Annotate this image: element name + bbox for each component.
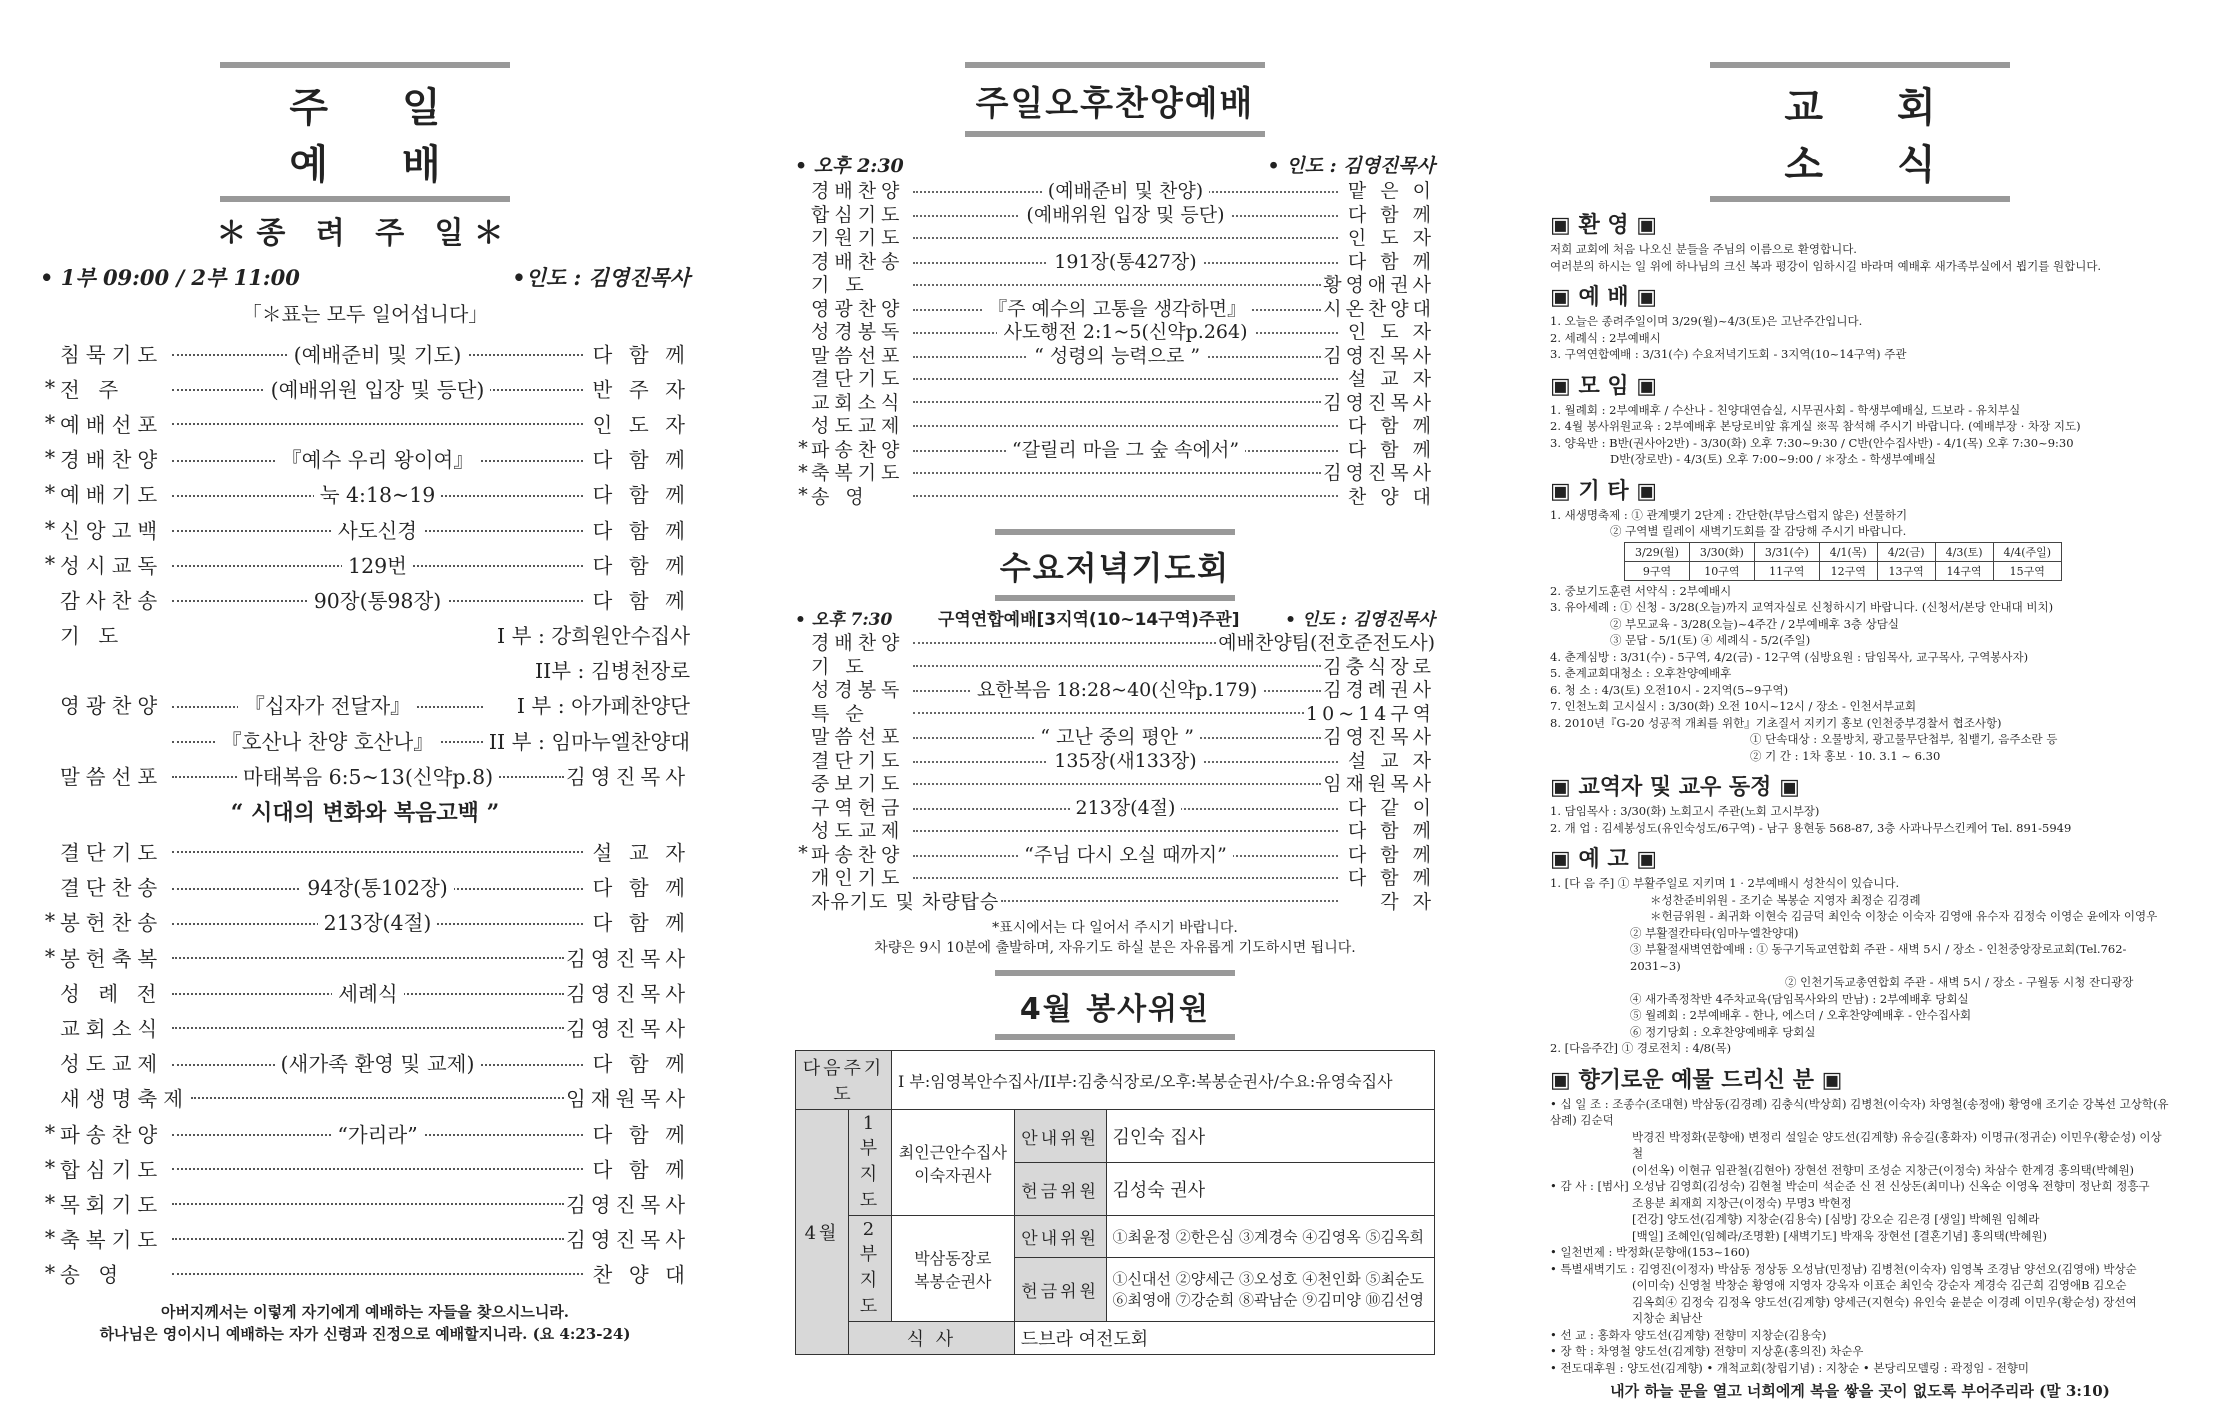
order-leader: 김영진목사: [1323, 462, 1435, 485]
standing-mark: *: [44, 944, 56, 969]
standing-mark: *: [798, 437, 808, 460]
order-label: 기 도: [811, 655, 869, 678]
standing-mark: *: [798, 460, 808, 483]
sunday-title-box: [220, 62, 510, 202]
order-label: 예배기도: [60, 483, 164, 508]
order-label: 송 영: [811, 485, 869, 508]
standing-mark: *: [44, 410, 56, 435]
relay-zone: 14구역: [1935, 561, 1993, 580]
news-title-box: [1710, 62, 2010, 202]
order-row: [40, 939, 690, 974]
sunday-title: 주 일 예 배: [289, 85, 471, 188]
order-row: 기 도 I 부 : 강희원안수집사: [60, 624, 690, 649]
order-label: 결단기도: [60, 841, 164, 866]
order-label: 목회기도: [60, 1192, 164, 1217]
order-label: 감사찬송: [60, 588, 164, 613]
order-content: “ 성령의 능력으로 ”: [911, 341, 1323, 368]
order-row: [40, 1080, 690, 1115]
order-label: 교회소식: [811, 391, 905, 414]
order-row: [795, 413, 1435, 437]
standing-mark: *: [798, 484, 808, 507]
order-leader: 다 함 께: [1347, 250, 1435, 273]
order-row: [40, 869, 690, 904]
order-content: 191장(통427장): [911, 247, 1340, 274]
order-row: [795, 437, 1435, 461]
order-label: 성도교제: [60, 1052, 164, 1077]
sunday-order-2: [40, 833, 690, 1290]
order-leader: 인 도 자: [592, 412, 690, 437]
order-row: [795, 178, 1435, 202]
order-label: 파송찬양: [811, 843, 905, 866]
order-label: 축복기도: [811, 462, 905, 485]
order-row: [795, 630, 1435, 654]
order-content: 세례식: [170, 977, 566, 1007]
wednesday-title-box: [995, 529, 1235, 601]
order-label: 파송찬양: [811, 438, 905, 461]
order-content: 213장(4절): [170, 906, 585, 936]
order-row: [40, 1150, 690, 1185]
order-label: 결단찬송: [60, 876, 164, 901]
order-leader: 각 자: [1380, 890, 1435, 913]
order-label: 성시교독: [60, 553, 164, 578]
order-row: [40, 370, 690, 405]
standing-mark: *: [44, 446, 56, 471]
afternoon-title-box: [965, 62, 1265, 137]
order-leader: 다 함 께: [592, 553, 690, 578]
order-label: 기원기도: [811, 227, 905, 250]
relay-zone: 13구역: [1877, 561, 1935, 580]
etc-heading: ▣ 기 타 ▣: [1550, 478, 1658, 504]
order-row: [795, 460, 1435, 484]
order-content: 213장(4절): [911, 793, 1340, 820]
order-label: 성경봉독: [811, 679, 905, 702]
order-row: 말씀선포 마태복음 6:5~13(신약p.8) 김영진목사: [40, 757, 690, 792]
order-row: [40, 1045, 690, 1080]
meeting-heading: ▣ 모 임 ▣: [1550, 373, 1658, 399]
order-row: [795, 724, 1435, 748]
news-column: 교 회 소 식 ▣ 환 영 ▣ 저희 교회에 처음 나오신 분들을 주님의 이름으로 환영합니다. 여러분의 하시는 일 위에 하나님의 크신 복과 평강이 임하시길 바라며 예배후 새가족부실에서 뵙기를 원합니다. ▣ 예 배 ▣ 1. 오늘은 종려주일이며 3/29(월)~4/3(토)은 고난주간입니다. 2. 세례식 : 2부예배시 3. 구역연합예배 : 3/31(수) 수요저녁기도회 - 3지역(10~14구역) 주관 ▣ 모 임 ▣ 1. 월례회 : 2부예배후 / 수산나 - 친양대연습실, 시무권사회 - 학생부예배실, 드보라 - 유치부실 2. 4월 봉사위원교육 : 2부예배후 본당로비앞 휴게실 ※꼭 참석해 주시기 바랍니다. (예배부장 · 차장 지도) 3. 양육반 : B반(권사아2반) - 3/30(화) 오후 7:30~9:30 / C반(안수집사반) - 4/1(목) 오후 7:30~9:30 D반(장로반) - 4/3(토) 오후 7:00~9:00 / ＊장소 - 학생부예배실 ▣ 기 타 ▣ 1. 새생명축제 : ① 관계맺기 2단계 : 간단한(부담스럽지 않은) 선물하기 ② 구역별 릴레이 새벽기도회를 잘 감당해 주시기 바랍니다. 3/29(월) 3/30(화) 3/31(수) 4/1(목) 4/2(금) 4/3(토) 4/4(주일) 9구역 10구역 11구역 12구역 13구역 14구역 15구역 2. 중보기도훈련 서약식 : 2부예배시 3. 유아세례 : ① 신청 - 3/28(오늘)까지 교역자실로 신청하시기 바랍니다. (신청서/본당 안내대 비치) ② 부모교육 - 3/28(오늘)~4주간 / 2부예배후 3층 상담실 ③ 문답 - 5/1(토) ④ 세례식 - 5/2(주일) 4. 춘계심방 : 3/31(수) - 5구역, 4/2(금) - 12구역 (심방요원 : 담임목사, 교구목사, 구역봉사자) 5. 춘계교회대청소 : 오후찬양예배후 6. 청 소 : 4/3(토) 오전10시 - 2지역(5~9구역) 7. 인천노회 고시실시 : 3/30(화) 오전 10시~12시 / 장소 - 인천서부교회 8. 2010년『G-20 성공적 개최를 위한』기초질서 지키기 홍보 (인천중부경찰서 협조사항) ① 단속대상 : 오물방치, 광고물무단첩부, 침뱉기, 음주소란 등 ② 기 간 : 1차 홍보 · 10. 3.1 ~ 6.30 ▣ 교역자 및 교우 동정 ▣ 1. 담임목사 : 3/30(화) 노회고시 주관(노회 고시부장) 2. 개 업 : 김세봉성도(유인숙성도/6구역) - 남구 용현동 568-87, 3층 사과나무스킨케어 Tel. 891-5949 ▣ 예 고 ▣ 1. [다 음 주] ① 부활주일로 지키며 1 · 2부예배시 성찬식이 있습니다. ＊성찬준비위원 - 조기순 복봉순 지영자 최정순 김경례 ＊헌금위원 - 최귀화 이현숙 김금덕 최인숙 이창순 이숙자 김영애 유수자 김정숙 이영순 윤에자 이영우 ② 부활절칸타타(임마누엘찬양대) ③ 부활절새벽연합예배 : ① 동구기독교연합회 주관 - 새벽 5시 / 장소 - 인천중앙장로교회(Tel.762-2031~3) ② 인천기독교총연합회 주관 - 새벽 5시 / 장소 - 구월동 시청 잔디광장 ④ 새가족정착반 4주차교육(담임목사와의 만남) : 2부예배후 당회실 ⑤ 월례회 : 2부예배후 - 한나, 에스더 / 오후찬양예배후 - 안수집사회 ⑥ 정기당회 : 오후찬양예배후 당회실 2. [다음주간] ① 경로전치 : 4/8(목) ▣ 향기로운 예물 드리신 분 ▣ • 십 일 조 : 조종수(조대현) 박삼동(김경례) 김충식(박상희) 김병천(이숙자) 차영철(송정애) 황영애 조기순 강복선 고상학(유삼례) 김순덕 박경진 박정화(문향애) 변정리 설일순 양도선(김계향) 유승길(홍화자) 이명규(정귀순) 이민우(황순성) 이상철 (이선옥) 이현규 임관철(김현아) 장현선 전향미 조성순 지창근(이정숙) 차삼수 한계경 홍의택(박혜원) • 감 사 : [범사] 오성남 김영희(김성숙) 김현철 박순미 석순준 신 전 신상돈(최미나) 신옥순 이영옥 전향미 정난희 정흥구 조용분 최재희 지창근(이정숙) 무명3 박현정 [건강] 양도선(김계향) 지창순(김용숙) [심방] 강오순 김은경 [생일] 박혜원 임혜라 [백일] 조혜인(임혜라/조명환) [새벽기도] 박재욱 장현선 [결혼기념] 홍의택(박혜원) • 일천번제 : 박정화(문향애(153~160) • 특별새벽기도 : 김영진(이정자) 박삼동 정상동 오성남(민정남) 김병천(이숙자) 임영복 조경남 양선오(김영애) 박상순 (이미숙) 신영철 박창순 황영애 지영자 강욱자 이표순 최인숙 강순자 계경숙 김근희 김영애B 김오순 김옥희④ 김정숙 김정옥 양도선(김계향) 양세근(지현숙) 유인숙 윤분순 이경례 이민우(황순성) 장선여 지창순 최남산 • 선 교 : 홍화자 양도선(김계향) 전향미 지창순(김용숙) • 장 학 : 차영철 양도선(김계향) 전향미 지상훈(홍의진) 차순우 • 전도대후원 : 양도선(김계향) • 개척교회(창립기념) : 지창순 • 본당리모델링 : 곽정임 - 전향미 내가 하늘 문을 열고 너희에게 복을 쌓을 곳이 없도록 부어주리라 (말 3:10): [1550, 0, 2170, 1240]
order-label: 특 순: [811, 702, 869, 725]
order-label: 말씀선포: [811, 344, 905, 367]
order-leader: 다 함 께: [592, 1157, 690, 1182]
standing-mark: *: [44, 375, 56, 400]
order-leader: 다 함 께: [592, 1122, 690, 1147]
order-leader: 임재원목사: [1323, 773, 1435, 796]
wednesday-meta: • 오후 7:30 구역연합예배[3지역(10~14구역)주관] • 인도 : 김영진목사: [795, 610, 1435, 630]
order-label: 기 도: [811, 274, 869, 297]
order-row: [795, 272, 1435, 296]
order-label: 경배찬양: [811, 632, 905, 655]
relay-date: 4/1(목): [1819, 542, 1877, 561]
order-row: [795, 771, 1435, 795]
order-row: [795, 889, 1435, 913]
order-leader: 김경례권사: [1323, 679, 1435, 702]
relay-date: 3/30(화): [1689, 542, 1754, 561]
order-label: 교회소식: [60, 1016, 164, 1041]
standing-mark: *: [44, 1190, 56, 1215]
order-content: (예배위원 입장 및 등단): [170, 373, 585, 403]
notice-heading: ▣ 예 고 ▣: [1550, 847, 1658, 872]
servers-title-box: [995, 970, 1235, 1040]
order-content: 사도행전 2:1~5(신약p.264): [911, 317, 1340, 344]
order-row: [40, 833, 690, 868]
standing-note: 「＊표는 모두 일어섭니다」: [241, 302, 489, 326]
order-label: 파송찬양: [60, 1122, 164, 1147]
order-label: 합심기도: [60, 1157, 164, 1182]
order-leader: 다 함 께: [592, 1052, 690, 1077]
relay-zone: 12구역: [1819, 561, 1877, 580]
order-label: 성 례 전: [60, 981, 163, 1006]
order-label: 중보기도: [811, 773, 905, 796]
order-row: [795, 795, 1435, 819]
sunday-time: • 1부 09:00 / 2부 11:00: [40, 265, 300, 290]
afternoon-meta: • 오후 2:30 • 인도 : 김영진목사: [795, 155, 1435, 177]
relay-zone: 9구역: [1625, 561, 1690, 580]
order-label: 축복기도: [60, 1228, 164, 1253]
standing-mark: *: [44, 1226, 56, 1251]
order-row: [40, 405, 690, 440]
order-row: [795, 319, 1435, 343]
order-leader: 임재원목사: [565, 1087, 690, 1112]
order-leader: 김영진목사: [565, 1016, 690, 1041]
order-leader: 인 도 자: [1347, 321, 1435, 344]
relay-date: 3/31(수): [1754, 542, 1819, 561]
order-leader: 김영진목사: [565, 1192, 690, 1217]
order-row: [40, 1185, 690, 1220]
standing-mark: *: [798, 842, 808, 865]
standing-mark: *: [44, 551, 56, 576]
order-leader: 예배찬양팀(전호준전도사): [1218, 632, 1435, 655]
order-content: 90장(통98장): [170, 584, 585, 614]
afternoon-column: [795, 0, 1435, 1350]
standing-mark: *: [44, 516, 56, 541]
order-leader: 김영진목사: [1323, 726, 1435, 749]
order-leader: 10~14구역: [1306, 702, 1435, 725]
order-leader: 김영진목사: [1323, 344, 1435, 367]
order-row: 영광찬양 『십자가 전달자』 I 부 : 아가페찬양단: [40, 687, 690, 722]
order-row: [40, 441, 690, 476]
wednesday-title: 수요저녁기도회: [999, 549, 1231, 587]
order-leader: 다 함 께: [1347, 203, 1435, 226]
order-content: 135장(새133장): [911, 746, 1340, 773]
order-row: [795, 225, 1435, 249]
standing-mark: *: [44, 1261, 56, 1286]
order-row: [795, 296, 1435, 320]
order-label: 경배찬양: [60, 448, 164, 473]
order-content: “갈릴리 마을 그 숲 속에서”: [911, 435, 1340, 462]
sunday-leader: •인도 : 김영진목사: [512, 265, 690, 290]
order-leader: 다 함 께: [592, 448, 690, 473]
relay-zone: 15구역: [1993, 561, 2062, 580]
worship-heading: ▣ 예 배 ▣: [1550, 285, 1658, 310]
relay-prayer-table: [1624, 542, 2062, 581]
closing-verse: 내가 하늘 문을 열고 너희에게 복을 쌓을 곳이 없도록 부어주리라 (말 3:10): [1610, 1382, 2110, 1400]
order-label: 성경봉독: [811, 321, 905, 344]
order-row: [40, 335, 690, 370]
servers-table: 다음주기도 I 부:임영복안수집사/II부:김충식장로/오후:복봉순권사/수요:유영숙집사 4월 1부 지도 최인근안수집사 이숙자권사 안내위원 김인숙 집사 헌금위원 김성숙 권사 2부 지도 박삼동장로 복봉순권사 안내위원 ①최윤정 ②한은심 ③계경숙 ④김영옥 ⑤김옥희 헌금위원 ①신대선 ②양세근 ③오성호 ④천인화 ⑤최순도 ⑥최영애 ⑦강순희 ⑧곽남순 ⑨김미양 ⑩김선영 식 사 드브라 여전도회: [795, 1050, 1435, 1355]
order-leader: 찬 양 대: [592, 1263, 690, 1288]
order-row: [795, 654, 1435, 678]
order-row: [795, 343, 1435, 367]
order-leader: 다 함 께: [1347, 415, 1435, 438]
order-leader: 다 같 이: [1347, 796, 1435, 819]
order-label: 합심기도: [811, 203, 905, 226]
order-content: 『주 예수의 고통을 생각하면』: [911, 294, 1323, 321]
order-leader: 김충식장로: [1323, 655, 1435, 678]
order-leader: 다 함 께: [1347, 438, 1435, 461]
standing-mark: *: [44, 909, 56, 934]
standing-mark: *: [44, 481, 56, 506]
order-leader: 다 함 께: [1347, 843, 1435, 866]
order-row: II부 : 김병천장로: [535, 659, 690, 684]
order-label: 결단기도: [811, 368, 905, 391]
order-content: “ 고난 중의 평안 ”: [911, 722, 1323, 749]
order-row: [795, 818, 1435, 842]
order-label: 신앙고백: [60, 518, 164, 543]
relay-zone: 11구역: [1754, 561, 1819, 580]
order-leader: 설 교 자: [592, 841, 690, 866]
order-leader: 설 교 자: [1347, 749, 1435, 772]
order-row: 『호산나 찬양 호산나』 II 부 : 임마누엘찬양대: [40, 722, 690, 757]
order-row: [40, 511, 690, 546]
order-leader: 맡 은 이: [1347, 180, 1435, 203]
order-label: 송 영: [60, 1263, 125, 1288]
relay-date: 4/3(토): [1935, 542, 1993, 561]
order-label: 예배선포: [60, 412, 164, 437]
staff-heading: ▣ 교역자 및 교우 동정 ▣: [1550, 775, 1800, 800]
relay-date: 4/2(금): [1877, 542, 1935, 561]
order-label: 구역헌금: [811, 796, 905, 819]
order-leader: 다 함 께: [1347, 867, 1435, 890]
order-row: [40, 1009, 690, 1044]
order-row: [795, 701, 1435, 725]
sunday-column: [40, 0, 690, 1343]
order-content: 사도신경: [170, 514, 585, 544]
order-leader: 시온찬양대: [1323, 297, 1435, 320]
sunday-subtitle: ＊종 려 주 일＊: [216, 216, 514, 251]
order-row: [795, 366, 1435, 390]
order-label: 침묵기도: [60, 342, 164, 367]
wednesday-note: *표시에서는 다 일어서 주시기 바랍니다. 차량은 9시 10분에 출발하며, 자유기도 하실 분은 자유롭게 기도하시면 됩니다.: [874, 920, 1356, 956]
order-label: 경배찬양: [811, 180, 905, 203]
order-label: 새생명축제: [60, 1087, 190, 1112]
sunday-order: [40, 335, 690, 617]
order-label: 봉헌찬송: [60, 911, 164, 936]
scripture-footer: 아버지께서는 이렇게 자기에게 예배하는 자들을 찾으시느니라. 하나님은 영이시니 예배하는 자가 신령과 진정으로 예배할지니라. (요 4:23-24): [99, 1302, 631, 1343]
order-row: [40, 1221, 690, 1256]
order-label: 경배찬송: [811, 250, 905, 273]
order-label: 자유기도 및 차량탑승: [811, 890, 1000, 913]
afternoon-order: [795, 178, 1435, 507]
order-content: (예배위원 입장 및 등단): [911, 200, 1340, 227]
order-content: “주님 다시 오실 때까지”: [911, 840, 1340, 867]
order-label: 봉헌축복: [60, 946, 164, 971]
order-row: [40, 581, 690, 616]
order-label: 결단기도: [811, 749, 905, 772]
order-leader: 황영애권사: [1323, 274, 1435, 297]
relay-date: 3/29(월): [1625, 542, 1690, 561]
order-leader: 다 함 께: [592, 911, 690, 936]
standing-mark: *: [44, 1120, 56, 1145]
order-leader: 김영진목사: [565, 946, 690, 971]
order-content: 『예수 우리 왕이여』: [170, 443, 585, 473]
order-row: [795, 202, 1435, 226]
order-row: [40, 904, 690, 939]
relay-zone: 10구역: [1689, 561, 1754, 580]
wednesday-order: [795, 630, 1435, 912]
order-label: 영광찬양: [811, 297, 905, 320]
order-content: (예배준비 및 찬양): [911, 176, 1340, 203]
servers-title: 4월 봉사위원: [1019, 992, 1211, 1027]
offering-heading: ▣ 향기로운 예물 드리신 분 ▣: [1550, 1067, 1843, 1093]
order-row: [795, 748, 1435, 772]
order-leader: 다 함 께: [592, 588, 690, 613]
order-content: 요한복음 18:28~40(신약p.179): [911, 675, 1323, 702]
order-leader: 인 도 자: [1347, 227, 1435, 250]
sermon-title: “ 시대의 변화와 복음고백 ”: [230, 800, 500, 827]
order-label: 성도교제: [811, 415, 905, 438]
order-row: [795, 484, 1435, 508]
order-leader: 김영진목사: [1323, 391, 1435, 414]
order-leader: 반 주 자: [592, 377, 690, 402]
order-content: “가리라”: [170, 1118, 585, 1148]
order-row: [795, 842, 1435, 866]
order-row: [40, 1115, 690, 1150]
order-row: [795, 677, 1435, 701]
order-label: 전 주: [60, 377, 125, 402]
order-leader: 다 함 께: [1347, 820, 1435, 843]
order-leader: 설 교 자: [1347, 368, 1435, 391]
news-title: 교 회 소 식: [1784, 85, 1966, 188]
afternoon-title: 주일오후찬양예배: [975, 84, 1255, 124]
order-leader: 김영진목사: [565, 981, 690, 1006]
order-label: 개인기도: [811, 867, 905, 890]
standing-mark: *: [44, 1155, 56, 1180]
order-row: [795, 865, 1435, 889]
order-content: 94장(통102장): [170, 871, 585, 901]
order-row: [40, 476, 690, 511]
order-leader: 찬 양 대: [1347, 485, 1435, 508]
order-content: 눅 4:18~19: [170, 478, 585, 508]
order-row: [40, 974, 690, 1009]
relay-date: 4/4(주일): [1993, 542, 2062, 561]
order-content: 129번: [170, 549, 585, 579]
order-content: (새가족 환영 및 교제): [170, 1047, 585, 1077]
welcome-heading: ▣ 환 영 ▣: [1550, 213, 1658, 238]
order-leader: 다 함 께: [592, 518, 690, 543]
order-row: [795, 249, 1435, 273]
order-content: (예배준비 및 기도): [170, 338, 585, 368]
order-row: [40, 546, 690, 581]
order-leader: 다 함 께: [592, 483, 690, 508]
order-leader: 다 함 께: [592, 342, 690, 367]
sunday-meta: [40, 262, 690, 292]
order-leader: 다 함 께: [592, 876, 690, 901]
order-leader: 김영진목사: [565, 1228, 690, 1253]
order-label: 성도교제: [811, 820, 905, 843]
order-row: [40, 1256, 690, 1291]
order-label: 말씀선포: [811, 726, 905, 749]
order-row: [795, 390, 1435, 414]
